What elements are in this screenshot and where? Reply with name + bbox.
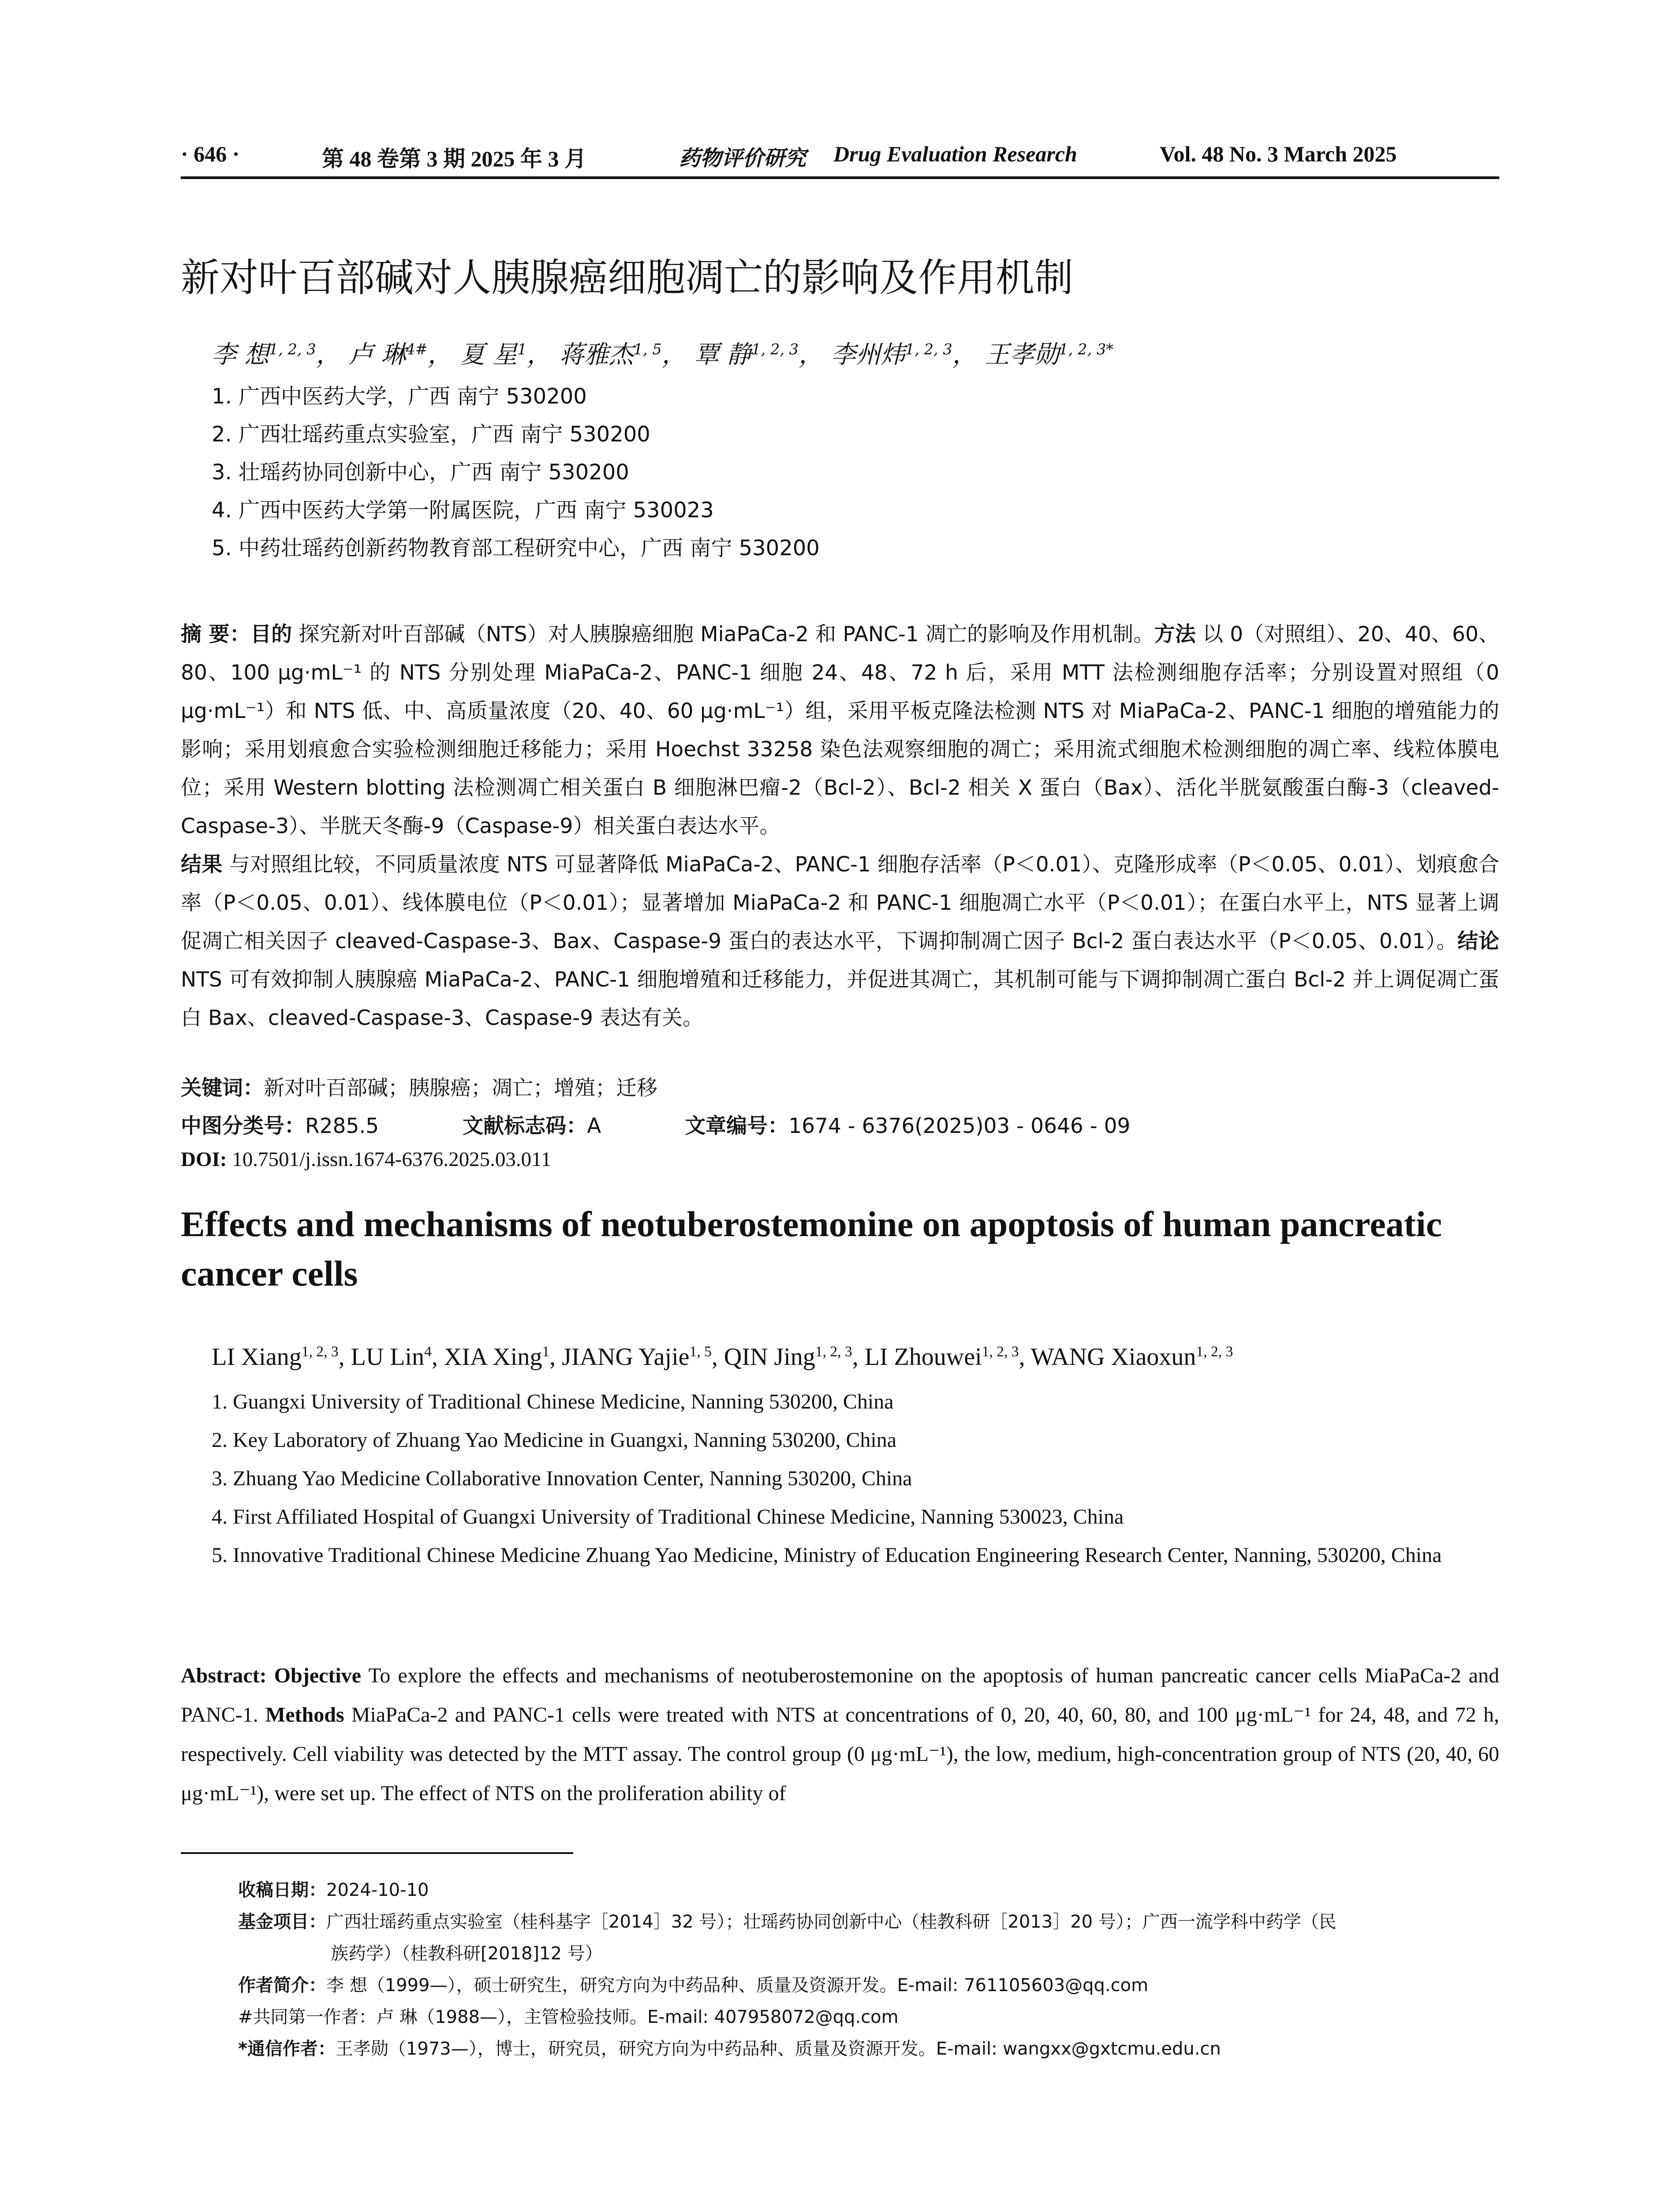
author-sup: 4 xyxy=(424,1343,432,1360)
methods-en-label: Methods xyxy=(265,1703,344,1727)
objective-en-text: To explore the effects and mechanisms of neotuberostemonine on the apoptosis of human pancreatic cancer cells MiaPaCa-2 and PANC-1. xyxy=(181,1664,1500,1727)
conclusion-label: 结论 xyxy=(1457,929,1500,953)
author-en: LI Xiang xyxy=(212,1343,302,1371)
clc-value: R285.5 xyxy=(305,1114,379,1138)
author-en: XIA Xing xyxy=(444,1343,542,1371)
results-label: 结果 xyxy=(181,852,223,877)
author-cn: 夏 星 xyxy=(460,340,518,369)
footnote-fund-cont: 族药学）（桂教科研[2018]12 号） xyxy=(331,1943,603,1964)
keywords-text: 新对叶百部碱；胰腺癌；凋亡；增殖；迁移 xyxy=(264,1076,657,1100)
author-sup: 1 xyxy=(517,340,527,358)
running-header xyxy=(181,138,1499,173)
author-sup: 1, 2, 3* xyxy=(1059,340,1114,358)
classification-line xyxy=(181,1110,1130,1139)
abstract-label: 摘 要： xyxy=(181,622,251,647)
header-rule xyxy=(181,176,1499,179)
author-cn: 卢 琳 xyxy=(348,340,406,369)
article-no-label: 文章编号： xyxy=(685,1114,789,1138)
received-date: 2024-10-10 xyxy=(326,1880,429,1900)
author-cn: 李州炜 xyxy=(831,340,905,369)
clc-label: 中图分类号： xyxy=(181,1114,305,1138)
doi-value[interactable]: 10.7501/j.issn.1674-6376.2025.03.011 xyxy=(232,1148,552,1171)
author-sup: 1, 2, 3 xyxy=(301,1343,339,1360)
author-cn: 王孝勋 xyxy=(985,340,1059,369)
journal-logo-cn: 药物评价研究 xyxy=(679,146,806,171)
footnote-rule xyxy=(181,1852,573,1854)
methods-text: 以 0（对照组）、20、40、60、80、100 μg·mL⁻¹ 的 NTS 分别处理 MiaPaCa-2、PANC-1 细胞 24、48、72 h 后，采用 MTT 法检测细胞存活率；分别设置对照组（0 μg·mL⁻¹）和 NTS 低、中、高质量浓度（20、40、60 μg·mL⁻¹）组，采用平板克隆法检测 NTS 对 MiaPaCa-2、PANC-1 细胞的增殖能力的影响；采用划痕愈合实验检测细胞迁移能力；采用 Hoechst 33258 染色法观察细胞的凋亡；采用流式细胞术检测细胞的凋亡率、线粒体膜电位；采用 Western blotting 法检测凋亡相关蛋白 B 细胞淋巴瘤-2（Bcl-2）、Bcl-2 相关 X 蛋白（Bax）、活化半胱氨酸蛋白酶-3（cleaved-Caspase-3）、半胱天冬酶-9（Caspase-9）相关蛋白表达水平。 xyxy=(181,622,1500,838)
affiliation-en: 3. Zhuang Yao Medicine Collaborative Innovation Center, Nanning 530200, China xyxy=(212,1467,912,1490)
affiliation-cn: 2. 广西壮瑶药重点实验室，广西 南宁 530200 xyxy=(212,422,650,447)
footnote-author xyxy=(238,1970,1499,2001)
footnote-cofirst: #共同第一作者：卢 琳（1988—），主管检验技师。E-mail: 407958072@qq.com xyxy=(238,2007,899,2027)
author-sup: 1, 5 xyxy=(689,1343,712,1360)
title-cn: 新对叶百部碱对人胰腺癌细胞凋亡的影响及作用机制 xyxy=(181,255,1074,300)
journal-name-en: Drug Evaluation Research xyxy=(833,142,1077,166)
doc-code-value: A xyxy=(587,1114,601,1138)
received-label: 收稿日期： xyxy=(238,1880,326,1900)
footnote-fund xyxy=(238,1906,1499,1938)
author-sup: 1, 5 xyxy=(633,340,662,358)
objective-text: 探究新对叶百部碱（NTS）对人胰腺癌细胞 MiaPaCa-2 和 PANC-1 凋亡的影响及作用机制。 xyxy=(292,622,1154,647)
author-sup: 1, 2, 3 xyxy=(269,340,316,358)
corresponding-label: *通信作者： xyxy=(238,2039,336,2059)
keywords-label: 关键词： xyxy=(181,1076,264,1100)
affiliation-cn: 1. 广西中医药大学，广西 南宁 530200 xyxy=(212,384,587,409)
results-text: 与对照组比较，不同质量浓度 NTS 可显著降低 MiaPaCa-2、PANC-1 细胞存活率（P＜0.01）、克隆形成率（P＜0.05、0.01）、划痕愈合率（P＜0.05、0.01）、线体膜电位（P＜0.01）；显著增加 MiaPaCa-2 和 PANC-1 细胞凋亡水平（P＜0.01）；在蛋白水平上，NTS 显著上调促凋亡相关因子 cleaved-Caspase-3、Bax、Caspase-9 蛋白的表达水平，下调抑制凋亡因子 Bcl-2 蛋白表达水平（P＜0.05、0.01）。 xyxy=(181,852,1499,953)
page-number: · 646 · xyxy=(181,142,240,166)
author-cn: 蒋雅杰 xyxy=(559,340,634,369)
affiliation-en: 4. First Affiliated Hospital of Guangxi University of Traditional Chinese Medicine, Nanning 530023, China xyxy=(212,1505,1124,1529)
conclusion-text: NTS 可有效抑制人胰腺癌 MiaPaCa-2、PANC-1 细胞增殖和迁移能力，并促进其凋亡，其机制可能与下调抑制凋亡蛋白 Bcl-2 并上调促凋亡蛋白 Bax、cleaved-Caspase-3、Caspase-9 表达有关。 xyxy=(181,968,1499,1030)
methods-label: 方法 xyxy=(1154,622,1196,647)
author-en: QIN Jing xyxy=(724,1343,815,1371)
author-cn: 覃 静 xyxy=(694,340,752,369)
author-en: WANG Xiaoxun xyxy=(1030,1343,1196,1371)
title-en: Effects and mechanisms of neotuberostemonine on apoptosis of human pancreatic cancer cells xyxy=(181,1204,1442,1293)
author-cn: 李 想 xyxy=(212,340,269,369)
doi-line xyxy=(181,1147,551,1171)
affiliation-en: 1. Guangxi University of Traditional Chinese Medicine, Nanning 530200, China xyxy=(212,1390,894,1413)
abstract-en xyxy=(181,1656,1499,1813)
authors-en: LI Xiang$^{1, 2, 3}$, LU Lin$^4$, XIA Xing$^1$, JIANG Yajie$^{1, 5}$, QIN Jing$^{1, 2, 3}$, LI Zhouwei$^{1, 2, 3}$, WANG Xiaoxun$^{1, 2, 3}$ xyxy=(212,1343,1233,1371)
volume-en: Vol. 48 No. 3 March 2025 xyxy=(1160,142,1397,166)
fund-text: 广西壮瑶药重点实验室（桂科基字［2014］32 号）；壮瑶药协同创新中心（桂教科研［2013］20 号）；广西一流学科中药学（民 xyxy=(326,1912,1337,1932)
author-sup: 1, 2, 3 xyxy=(751,340,799,358)
affiliation-cn: 3. 壮瑶药协同创新中心，广西 南宁 530200 xyxy=(212,460,629,485)
footnote-received xyxy=(238,1874,1499,1906)
fund-label: 基金项目： xyxy=(238,1912,326,1932)
author-sup: 1, 2, 3 xyxy=(982,1343,1019,1360)
doc-code-label: 文献标志码： xyxy=(463,1114,587,1138)
keywords-cn xyxy=(181,1072,657,1101)
corresponding-text: 王孝勋（1973—），博士，研究员，研究方向为中药品种、质量及资源开发。E-mail: wangxx@gxtcmu.edu.cn xyxy=(335,2039,1221,2059)
author-sup: 1, 2, 3 xyxy=(815,1343,852,1360)
authors-cn: 李 想$^{1, 2, 3}$， 卢 琳$^{4\#}$， 夏 星$^1$， 蒋雅杰$^{1, 5}$， 覃 静$^{1, 2, 3}$， 李州炜$^{1, 2, 3}$， 王孝勋$^{1, 2, 3*}$ xyxy=(212,340,1114,369)
author-sup: 1, 2, 3 xyxy=(1196,1343,1233,1360)
objective-label: 目的 xyxy=(250,622,292,647)
author-en: JIANG Yajie xyxy=(562,1343,690,1371)
methods-en-text: MiaPaCa-2 and PANC-1 cells were treated with NTS at concentrations of 0, 20, 40, 60, 80, and 100 μg·mL⁻¹ for 24, 48, and 72 h, respectively. Cell viability was detected by the MTT assay. The control group (0 μg·mL⁻¹), the low, medium, high-concentration group of NTS (20, 40, 60 μg·mL⁻¹), were set up. The effect of NTS on the proliferation ability of xyxy=(181,1703,1500,1805)
issue-cn: 第 48 卷第 3 期 2025 年 3 月 xyxy=(322,146,586,171)
affiliation-en: 2. Key Laboratory of Zhuang Yao Medicine in Guangxi, Nanning 530200, China xyxy=(212,1428,897,1452)
footnotes xyxy=(238,1874,1499,2065)
abstract-en-label: Abstract: Objective xyxy=(181,1664,362,1687)
affiliation-en: 5. Innovative Traditional Chinese Medicine Zhuang Yao Medicine, Ministry of Education Engineering Research Center, Nanning, 530200, China xyxy=(212,1544,1442,1567)
author-sup: 1 xyxy=(542,1343,550,1360)
author-en: LU Lin xyxy=(351,1343,425,1371)
author-sup: 4# xyxy=(406,340,428,358)
affiliation-cn: 4. 广西中医药大学第一附属医院，广西 南宁 530023 xyxy=(212,498,714,523)
abstract-cn xyxy=(181,615,1499,1037)
author-bio: 李 想（1999—），硕士研究生，研究方向为中药品种、质量及资源开发。E-mail: 761105603@qq.com xyxy=(326,1975,1149,1996)
article-no-value: 1674 - 6376(2025)03 - 0646 - 09 xyxy=(788,1114,1131,1138)
affiliation-cn: 5. 中药壮瑶药创新药物教育部工程研究中心，广西 南宁 530200 xyxy=(212,536,820,561)
author-bio-label: 作者简介： xyxy=(238,1975,326,1996)
footnote-corresponding xyxy=(238,2033,1499,2065)
doi-label: DOI: xyxy=(181,1148,227,1171)
author-sup: 1, 2, 3 xyxy=(905,340,952,358)
author-en: LI Zhouwei xyxy=(864,1343,982,1371)
